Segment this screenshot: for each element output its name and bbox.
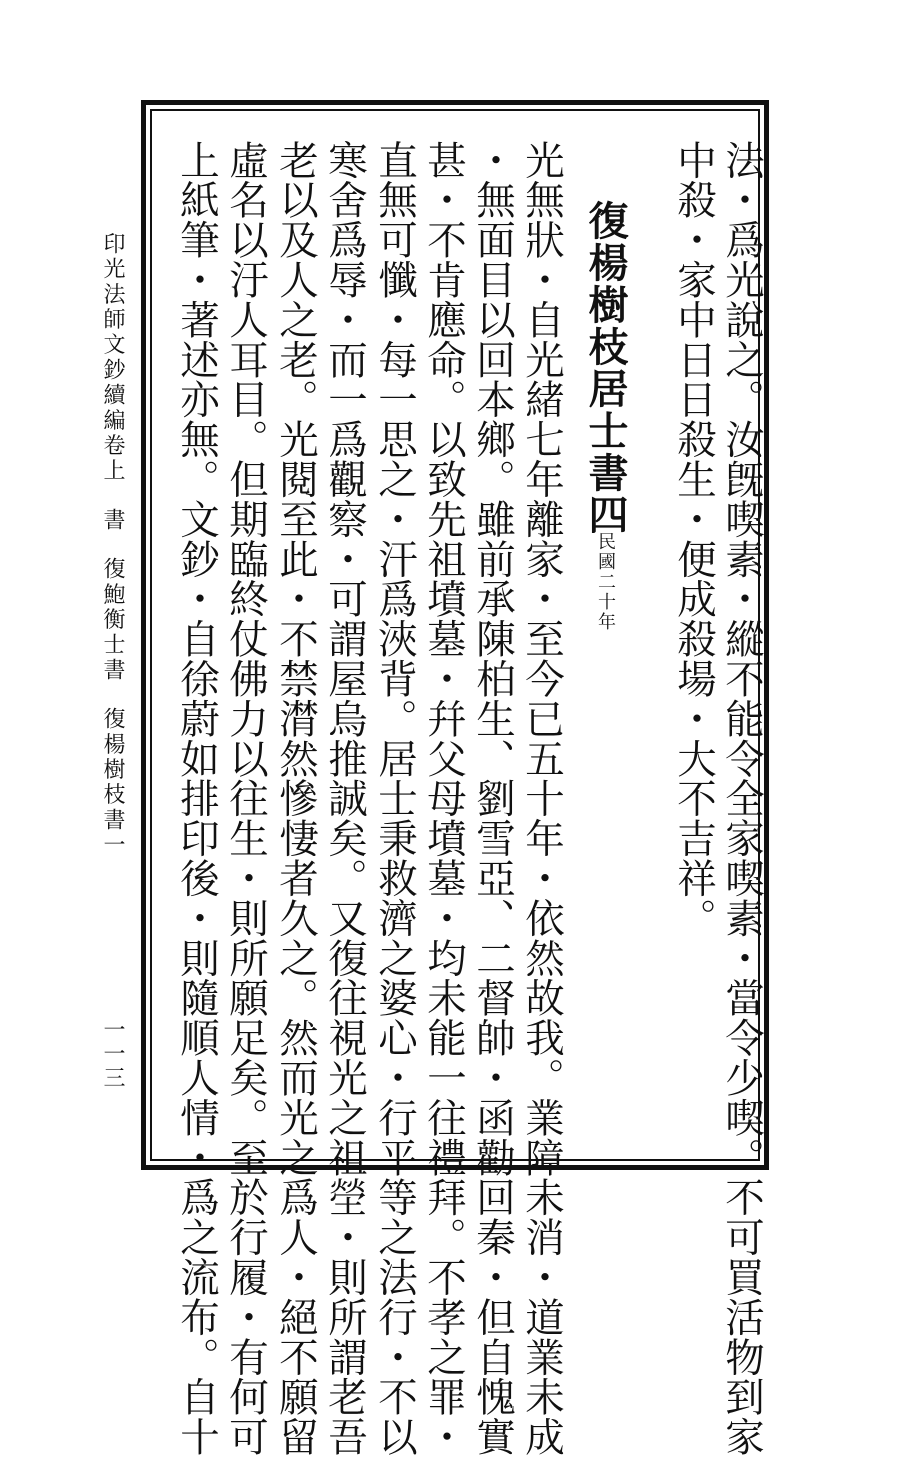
- letter-date: 民國二十年: [595, 532, 616, 632]
- page-number: 一一三: [100, 1018, 125, 1090]
- text-column-8: 老以及人之老。光閱至此・不禁潸然慘悽者久之。然而光之爲人・絕不願留: [273, 140, 319, 1457]
- text-column-3: 光無狀・自光緒七年離家・至今已五十年・依然故我。業障未消・道業未成: [519, 140, 565, 1457]
- text-column-4: ・無面目以回本鄉。雖前承陳柏生、劉雪亞、二督帥・函勸回秦・但自愧實: [470, 140, 516, 1457]
- text-column-5: 甚・不肯應命。以致先祖墳墓・幷父母墳墓・均未能一往禮拜。不孝之罪・: [421, 140, 467, 1457]
- text-column-9: 虛名以汙人耳目。但期臨終仗佛力以往生・則所願足矣。至於行履・有何可: [223, 140, 269, 1457]
- text-column-1: 法・爲光說之。汝旣喫素・縱不能令全家喫素・當令少喫。不可買活物到家: [719, 140, 765, 1457]
- text-column-2: 中殺・家中日日殺生・便成殺場・大不吉祥。: [671, 140, 717, 938]
- running-header-letter: 復楊樹枝書一: [100, 707, 125, 859]
- running-header-book: 印光法師文鈔續編卷上: [100, 232, 125, 484]
- text-column-6: 直無可懺・每一思之・汗爲浹背。居士秉救濟之婆心・行平等之法行・不以: [372, 140, 418, 1457]
- running-header: [101, 232, 123, 858]
- text-column-7: 寒舍爲辱・而一爲觀察・可謂屋烏推誠矣。又復往視光之祖塋・則所謂老吾: [322, 140, 368, 1457]
- letter-title: 復楊樹枝居士書四: [582, 200, 629, 536]
- text-column-10: 上紙筆・著述亦無。文鈔・自徐蔚如排印後・則隨順人情・爲之流布。自十: [174, 140, 220, 1457]
- running-header-prev-letter: 復鮑衡士書: [100, 557, 125, 684]
- running-header-section: 書: [100, 508, 125, 534]
